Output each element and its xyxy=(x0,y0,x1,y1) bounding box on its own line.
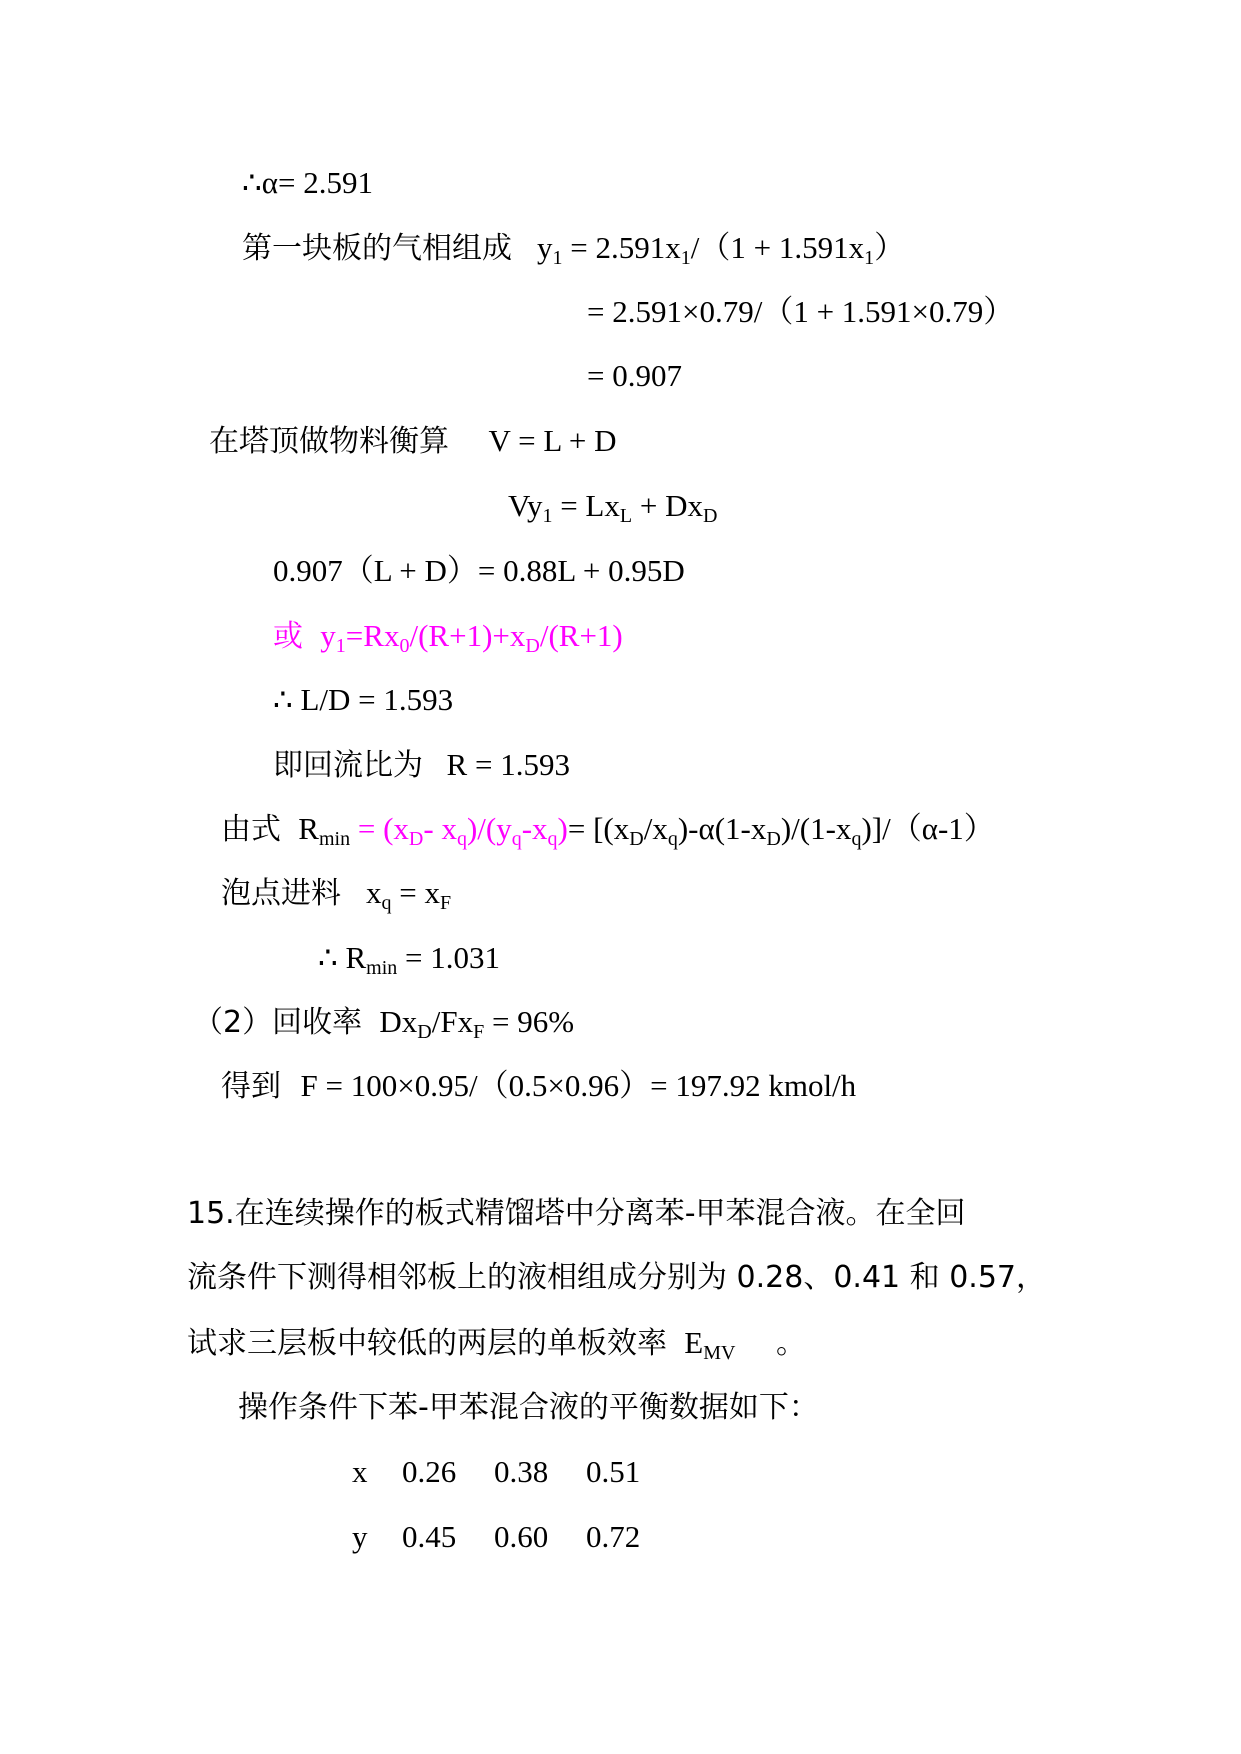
reflux-ratio-label: 即回流比为 xyxy=(273,748,423,783)
problem-line-2 xyxy=(187,1258,1046,1298)
equilibrium-row-y xyxy=(352,1517,678,1557)
vapor-composition-substitution: = 2.591×0.79/（1 + 1.591×0.79） xyxy=(587,294,1015,329)
ld-ratio-result: ∴ L/D = 1.593 xyxy=(273,682,454,717)
material-balance-formula: V = L + D xyxy=(488,423,617,458)
alpha-result: ∴α= 2.591 xyxy=(242,165,373,200)
balance-substitution: 0.907（L + D）= 0.88L + 0.95D xyxy=(273,553,685,588)
equilibrium-x-value: 0.51 xyxy=(586,1454,641,1489)
equilibrium-x-label: x xyxy=(352,1454,368,1489)
rmin-formula-label: 由式 xyxy=(221,812,281,847)
component-balance-eq: $Vy_1 = Lx_L + Dx_D$ xyxy=(508,488,718,527)
bubble-point-feed-eq xyxy=(221,873,451,914)
material-balance-eq xyxy=(209,421,617,462)
vapor-composition-formula: $y_1 = 2.591x_1/(1 + 1.591x_1)$ xyxy=(521,230,906,269)
problem-line-4 xyxy=(238,1388,819,1428)
problem-line-1 xyxy=(187,1194,966,1234)
material-balance-label: 在塔顶做物料衡算 xyxy=(209,424,449,459)
bubble-point-feed-formula: $x_q = x_F$ xyxy=(350,875,452,914)
equilibrium-y-label: y xyxy=(352,1519,368,1554)
recovery-label: （2）回收率 xyxy=(193,1005,363,1040)
equilibrium-row-x xyxy=(352,1452,678,1492)
recovery-eq xyxy=(193,1002,574,1043)
equilibrium-y-value: 0.72 xyxy=(586,1519,641,1554)
problem-text-1: 15.在连续操作的板式精馏塔中分离苯-甲苯混合液。在全回 xyxy=(187,1196,966,1231)
rmin-result: ∴ $R_{min} = 1.031$ xyxy=(318,940,501,979)
problem-text-4: 操作条件下苯-甲苯混合液的平衡数据如下： xyxy=(238,1390,819,1425)
operating-line-eq xyxy=(273,616,623,657)
vapor-composition-label: 第一块板的气相组成 xyxy=(242,231,512,266)
equilibrium-x-value: 0.38 xyxy=(494,1454,549,1489)
operating-line-label: 或 xyxy=(273,619,303,654)
equilibrium-y-value: 0.45 xyxy=(402,1519,457,1554)
plate-efficiency-symbol: $E_{MV}$ xyxy=(676,1325,736,1364)
feed-rate-formula: F = 100×0.95/（0.5×0.96）= 197.92 kmol/h xyxy=(300,1068,857,1103)
bubble-point-feed-label: 泡点进料 xyxy=(221,876,341,911)
reflux-ratio-eq xyxy=(273,745,570,786)
feed-rate-label: 得到 xyxy=(221,1069,281,1104)
vapor-composition-result: = 0.907 xyxy=(587,358,682,393)
feed-rate-eq xyxy=(221,1066,856,1107)
vapor-composition-eq xyxy=(242,228,905,269)
problem-text-3-end: 。 xyxy=(776,1326,807,1361)
rmin-formula: $R_{min} = (x_D-$ $x_q)/(y_q-x_q)= [(x_D/x_q)-\alpha(1-x_D)/(1-x_q)]/(\alpha-1)$ xyxy=(290,811,995,850)
recovery-formula: $Dx_D/Fx_F = 96\%$ xyxy=(371,1004,575,1043)
operating-line-formula: $y_1=Rx_0/(R+1)+x_D/(R+1)$ xyxy=(312,618,623,657)
rmin-formula-eq xyxy=(221,809,995,850)
problem-text-2: 流条件下测得相邻板上的液相组成分别为 0.28、0.41 和 0.57， xyxy=(187,1260,1046,1295)
problem-line-3 xyxy=(187,1323,806,1364)
equilibrium-x-value: 0.26 xyxy=(402,1454,457,1489)
problem-text-3: 试求三层板中较低的两层的单板效率 xyxy=(187,1326,667,1361)
reflux-ratio-value: R = 1.593 xyxy=(446,747,570,782)
equilibrium-y-value: 0.60 xyxy=(494,1519,549,1554)
